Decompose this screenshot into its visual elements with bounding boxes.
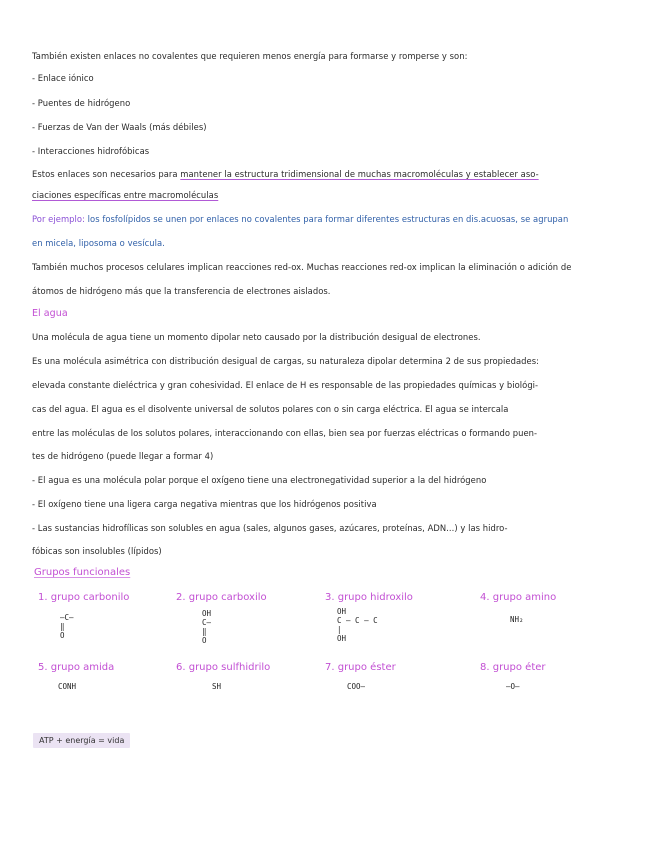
group-label: 4. grupo amino [480,592,557,603]
text-line: También muchos procesos celulares implican reacciones red-ox. Muchas reacciones red-ox implican la eliminación o adición de [32,262,572,272]
group-label: 5. grupo amida [38,662,115,673]
group-formula: –C– ‖ O [60,613,74,640]
functional-group [325,592,475,643]
group-formula: OH C– ‖ O [202,609,212,645]
functional-group [176,592,326,645]
example-text: los fosfolípidos se unen por enlaces no covalentes para formar diferentes estructuras en dis.acuosas, se agrupan [87,214,569,224]
list-item: - Enlace iónico [32,73,94,83]
text-line [32,168,627,180]
functional-group [325,662,475,691]
list-item: - Interacciones hidrofóbicas [32,146,150,156]
group-label: 7. grupo éster [325,662,396,673]
list-item: - El agua es una molécula polar porque el oxígeno tiene una electronegatividad superior a la del hidrógeno [32,475,487,485]
underlined-text: ciaciones específicas entre macromoléculas [32,190,219,200]
list-item: - Las sustancias hidrofílicas son solubles en agua (sales, algunos gases, azúcares, proteínas, ADN...) y las hidro- [32,523,508,533]
group-formula: SH [212,682,222,691]
group-label: 8. grupo éter [480,662,546,673]
text-line: entre las moléculas de los solutos polares, interaccionando con ellas, bien sea por fuerzas eléctricas o formando puen- [32,428,538,438]
example-label: Por ejemplo: [32,214,88,224]
functional-group [38,662,188,691]
text-line: tes de hidrógeno (puede llegar a formar 4) [32,451,214,461]
list-item: - Puentes de hidrógeno [32,98,131,108]
example-line: en micela, liposoma o vesícula. [32,238,165,248]
group-label: 2. grupo carboxilo [176,592,267,603]
group-formula: OH C – C – C | OH [337,607,378,643]
text-line: elevada constante dieléctrica y gran cohesividad. El enlace de H es responsable de las propiedades químicas y biológi- [32,380,539,390]
list-item: - El oxígeno tiene una ligera carga negativa mientras que los hidrógenos positiva [32,499,377,509]
group-label: 6. grupo sulfhidrilo [176,662,271,673]
example-line [32,213,627,225]
text-line: átomos de hidrógeno más que la transferencia de electrones aislados. [32,286,331,296]
functional-group [176,662,326,691]
functional-group [480,592,630,624]
group-label: 1. grupo carbonilo [38,592,130,603]
group-formula: –O– [506,682,520,691]
text-line [32,189,627,201]
text-segment: Estos enlaces son necesarios para [32,169,181,179]
text-line: También existen enlaces no covalentes que requieren menos energía para formarse y romperse y son: [32,51,468,61]
text-line: fóbicas son insolubles (lípidos) [32,546,162,556]
highlighted-note: ATP + energía = vida [33,733,130,748]
functional-group [480,662,630,691]
section-heading: El agua [32,308,68,319]
text-line: Es una molécula asimétrica con distribución desigual de cargas, su naturaleza dipolar determina 2 de sus propiedades: [32,356,540,366]
functional-groups-title: Grupos funcionales [34,567,131,578]
functional-group [38,592,188,640]
text-line: cas del agua. El agua es el disolvente universal de solutos polares con o sin carga eléctrica. El agua se intercala [32,404,509,414]
group-formula: NH₂ [510,615,524,624]
group-label: 3. grupo hidroxilo [325,592,413,603]
text-line: Una molécula de agua tiene un momento dipolar neto causado por la distribución desigual de electrones. [32,332,481,342]
group-formula: CONH [58,682,77,691]
underlined-text: mantener la estructura tridimensional de muchas macromoléculas y establecer aso- [180,169,539,179]
list-item: - Fuerzas de Van der Waals (más débiles) [32,122,207,132]
group-formula: COO– [347,682,366,691]
